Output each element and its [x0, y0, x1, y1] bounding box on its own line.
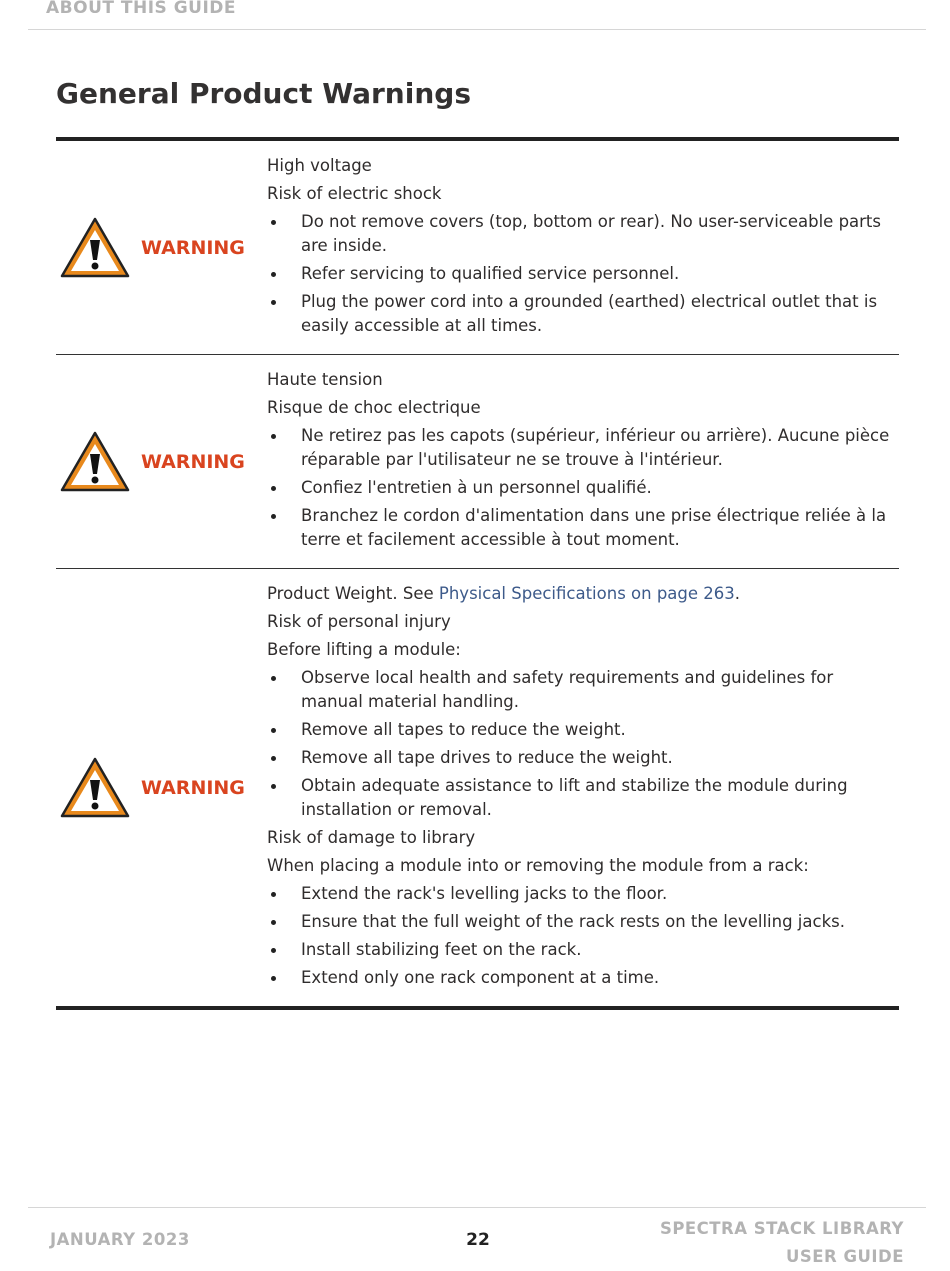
- warning-label: WARNING: [141, 776, 245, 799]
- list-item: Observe local health and safety requirements and guidelines for manual material handling.: [267, 666, 899, 714]
- list-item: Do not remove covers (top, bottom or rear). No user-serviceable parts are inside.: [267, 210, 899, 258]
- warning-row: [56, 354, 899, 568]
- footer-doc-line: USER GUIDE: [785, 1247, 904, 1266]
- warning-text: [267, 355, 899, 568]
- warning-label: WARNING: [141, 450, 245, 473]
- hazard-intro: When placing a module into or removing the module from a rack:: [267, 856, 809, 875]
- list-item: Extend only one rack component at a time.: [267, 966, 899, 990]
- list-item: Ensure that the full weight of the rack rests on the levelling jacks.: [267, 910, 899, 934]
- warning-text: [267, 141, 899, 354]
- header-divider: [28, 29, 926, 30]
- footer-divider: [28, 1207, 926, 1208]
- warning-triangle-icon: [59, 756, 131, 820]
- warning-text: [267, 569, 899, 1006]
- hazard-risk: Risk of personal injury: [267, 612, 451, 631]
- hazard-title: High voltage: [267, 156, 372, 175]
- list-item: Extend the rack's levelling jacks to the floor.: [267, 882, 899, 906]
- hazard-risk: Risque de choc electrique: [267, 398, 481, 417]
- hazard-risk: Risk of electric shock: [267, 184, 442, 203]
- bullet-list: [267, 210, 899, 338]
- hazard-risk: Risk of damage to library: [267, 828, 476, 847]
- list-item: Confiez l'entretien à un personnel qualifié.: [267, 476, 899, 500]
- warning-label: WARNING: [141, 236, 245, 259]
- footer-doc-title: [660, 1215, 904, 1271]
- warning-row: [56, 568, 899, 1006]
- hazard-title: Haute tension: [267, 370, 383, 389]
- list-item: Refer servicing to qualified service personnel.: [267, 262, 899, 286]
- warnings-table: [56, 137, 899, 1010]
- list-item: Remove all tapes to reduce the weight.: [267, 718, 899, 742]
- list-item: Branchez le cordon d'alimentation dans une prise électrique reliée à la terre et facilement accessible à tout moment.: [267, 504, 899, 552]
- list-item: Remove all tape drives to reduce the weight.: [267, 746, 899, 770]
- hazard-intro: Before lifting a module:: [267, 640, 461, 659]
- page-title: General Product Warnings: [56, 77, 471, 110]
- physical-specifications-link[interactable]: Physical Specifications on page 263: [438, 584, 735, 603]
- list-item: Ne retirez pas les capots (supérieur, inférieur ou arrière). Aucune pièce réparable par l'utilisateur ne se trouve à l'intérieur.: [267, 424, 899, 472]
- bullet-list: [267, 424, 899, 552]
- footer-doc-line: SPECTRA STACK LIBRARY: [659, 1219, 904, 1238]
- list-item: Install stabilizing feet on the rack.: [267, 938, 899, 962]
- page-number: 22: [466, 1230, 490, 1250]
- running-header: ABOUT THIS GUIDE: [46, 0, 237, 18]
- warning-triangle-icon: [59, 430, 131, 494]
- warning-triangle-icon: [59, 216, 131, 280]
- bullet-list: [267, 882, 899, 990]
- hazard-title: Product Weight. See Physical Specifications on page 263.: [267, 584, 741, 603]
- list-item: Obtain adequate assistance to lift and stabilize the module during installation or removal.: [267, 774, 899, 822]
- bullet-list: [267, 666, 899, 822]
- warning-row: [56, 141, 899, 354]
- footer-date: JANUARY 2023: [50, 1230, 190, 1249]
- list-item: Plug the power cord into a grounded (earthed) electrical outlet that is easily accessible at all times.: [267, 290, 899, 338]
